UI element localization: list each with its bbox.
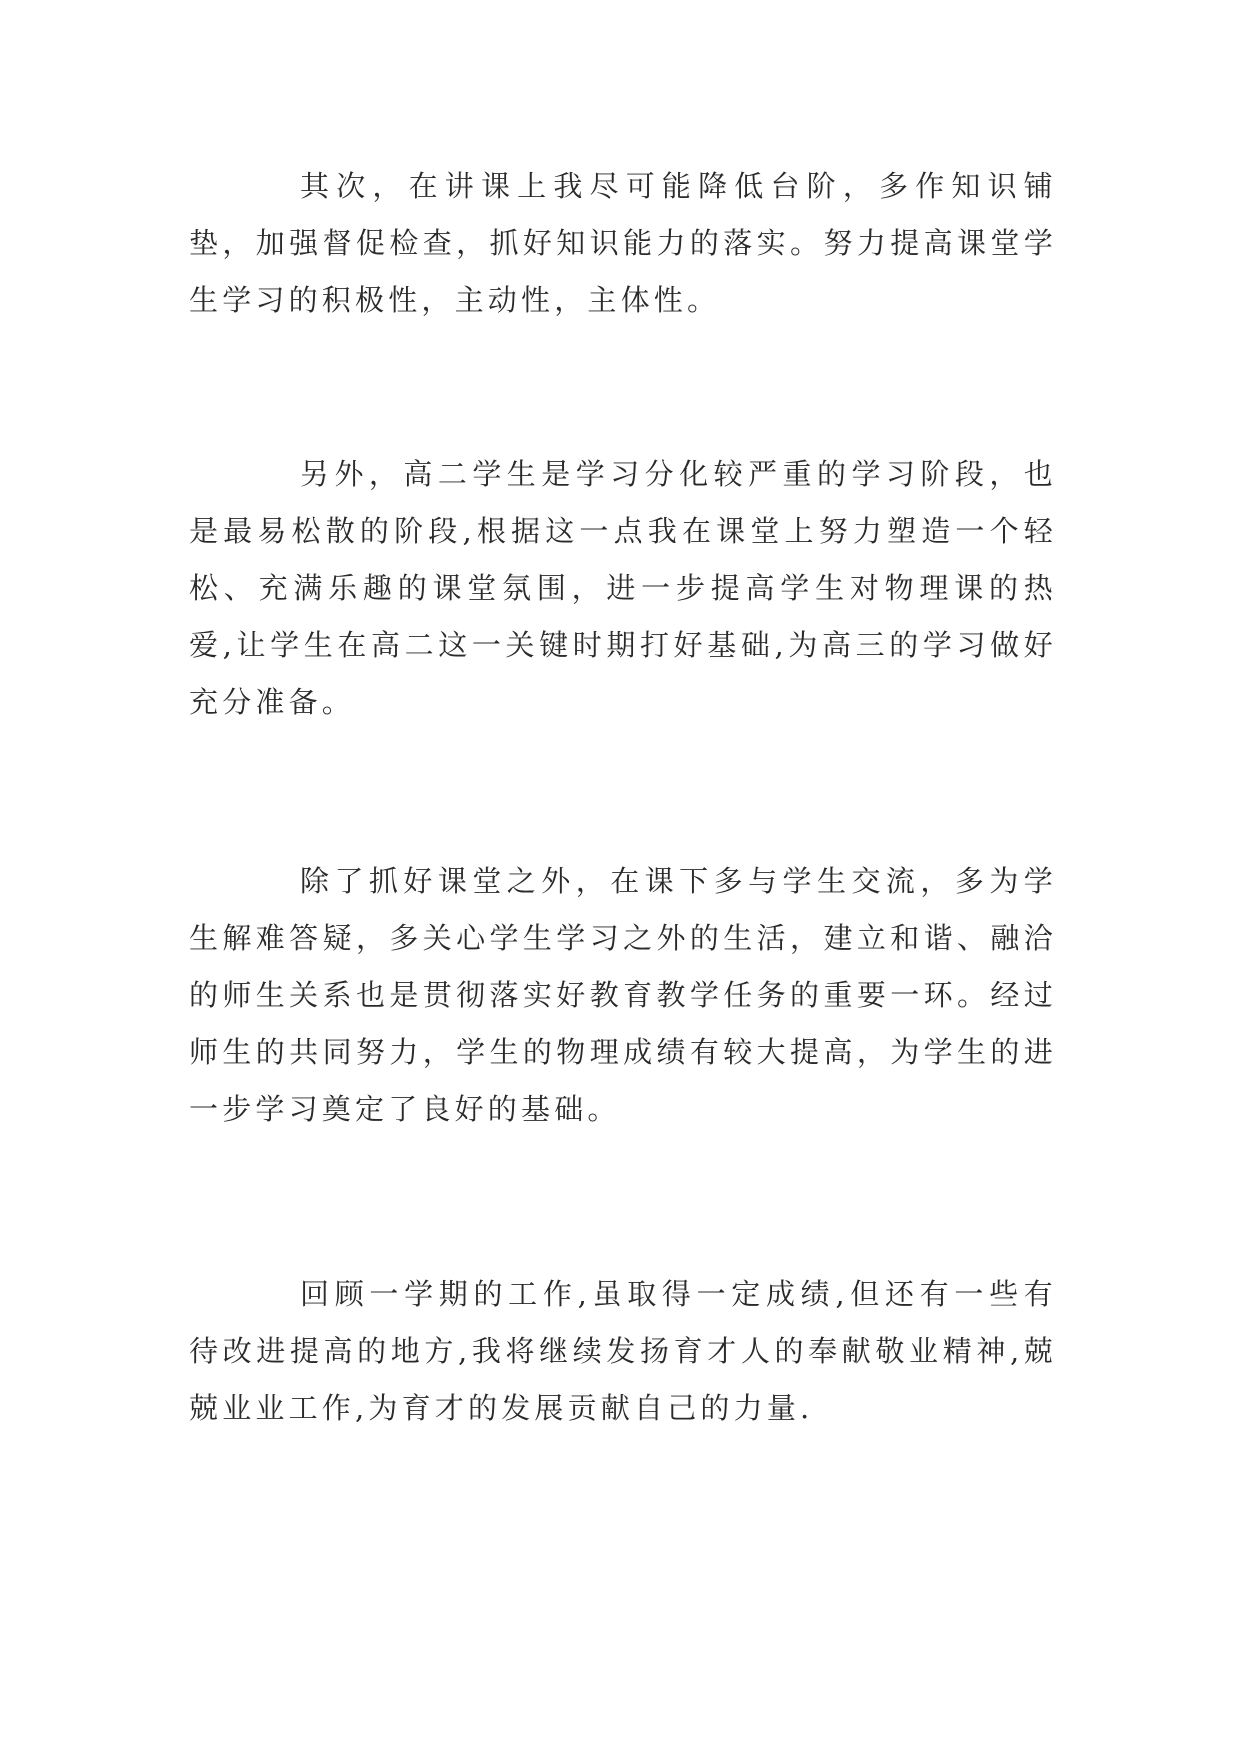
paragraph-after-class-communication: 除了抓好课堂之外，在课下多与学生交流，多为学生解难答疑，多关心学生学习之外的生活，建立和谐、融洽的师生关系也是贯彻落实好教育教学任务的重要一环。经过师生的共同努力，学生的物理成绩有较大提高，为学生的进一步学习奠定了良好的基础。 xyxy=(189,864,1057,1126)
paragraph-teaching-approach: 其次，在讲课上我尽可能降低台阶，多作知识铺垫，加强督促检查，抓好知识能力的落实。努力提高课堂学生学习的积极性，主动性，主体性。 xyxy=(189,169,1057,317)
paragraph-semester-review: 回顾一学期的工作,虽取得一定成绩,但还有一些有待改进提高的地方,我将继续发扬育才人的奉献敬业精神,兢兢业业工作,为育才的发展贡献自己的力量. xyxy=(189,1277,1057,1425)
paragraph-grade-two-atmosphere: 另外，高二学生是学习分化较严重的学习阶段，也是最易松散的阶段,根据这一点我在课堂上努力塑造一个轻松、充满乐趣的课堂氛围，进一步提高学生对物理课的热爱,让学生在高二这一关键时期打好基础,为高三的学习做好充分准备。 xyxy=(189,457,1057,719)
